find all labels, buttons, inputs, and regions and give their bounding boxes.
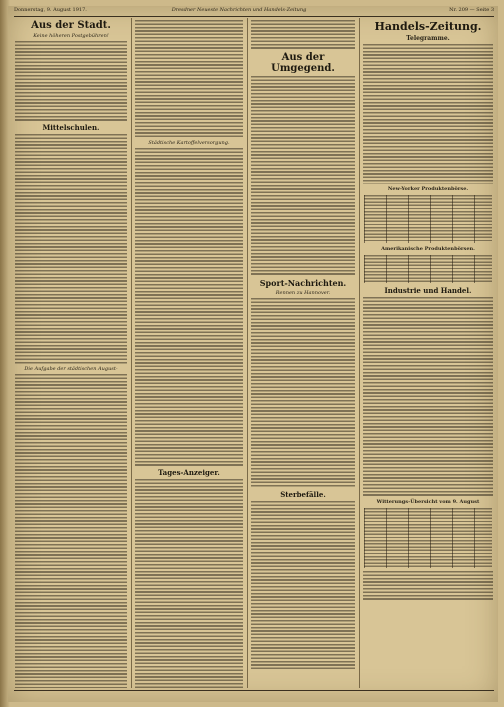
table-newyork: [364, 195, 492, 243]
column-rule: [131, 18, 132, 688]
article-text: [251, 76, 355, 276]
heading-mittelschulen: Mittelschulen.: [42, 123, 100, 132]
header-title: Dresdner Neueste Nachrichten und Handels-Zeitung: [171, 7, 307, 13]
article-text: [15, 41, 127, 121]
table-title-newyork: New-Yorker Produktenbörse.: [387, 186, 469, 192]
header-rule: [14, 16, 494, 17]
heading-aus-der-stadt: Aus der Stadt.: [31, 20, 111, 31]
heading-handels-zeitung: Handels-Zeitung.: [374, 20, 482, 33]
column-handels-zeitung: [362, 18, 494, 688]
subheading-aufgabe: Die Aufgabe der städtischen August-: [24, 366, 118, 372]
heading-aus-der-umgegend: Aus der Umgegend.: [271, 52, 335, 74]
table-title-witterung: Witterungs-Übersicht vom 9. August: [376, 499, 480, 505]
table-title-amerikanisch: Amerikanische Produktenbörsen.: [381, 246, 475, 252]
subheading-rennen: Rennen zu Hannover.: [275, 290, 331, 296]
heading-tages-anzeiger: Tages-Anzeiger.: [158, 468, 220, 477]
article-text: [363, 571, 493, 601]
column-umgegend: [250, 18, 356, 688]
column-rule: [247, 18, 248, 688]
column-2: [134, 18, 244, 688]
subheading-kartoffel: Städtische Kartoffelversorgung.: [148, 140, 230, 146]
article-text: [363, 44, 493, 184]
header-date: Donnerstag, 9. August 1917.: [14, 7, 87, 13]
heading-sport-nachrichten: Sport-Nachrichten.: [259, 278, 347, 288]
article-text: [15, 374, 127, 688]
subheading-postgebuehren: Keine höheren Postgebühren!: [33, 33, 109, 39]
article-text: [135, 20, 243, 138]
column-stadt: [14, 18, 128, 688]
article-text: [363, 297, 493, 497]
article-text: [135, 148, 243, 466]
article-text: [251, 501, 355, 671]
header-page-number: Nr. 209 — Seite 3: [449, 7, 494, 13]
heading-industrie-und-handel: Industrie und Handel.: [384, 286, 472, 295]
subheading-telegramme: Telegramme.: [406, 35, 450, 42]
article-text: [15, 134, 127, 364]
footer-rule: [14, 690, 494, 691]
table-witterung: [364, 508, 492, 568]
article-text: [135, 479, 243, 688]
article-text: [251, 298, 355, 488]
heading-sterbefaelle: Sterbefälle.: [280, 490, 326, 499]
table-amerikanisch: [364, 255, 492, 283]
column-rule: [359, 18, 360, 688]
article-text: [251, 20, 355, 50]
page-header: [14, 4, 494, 16]
